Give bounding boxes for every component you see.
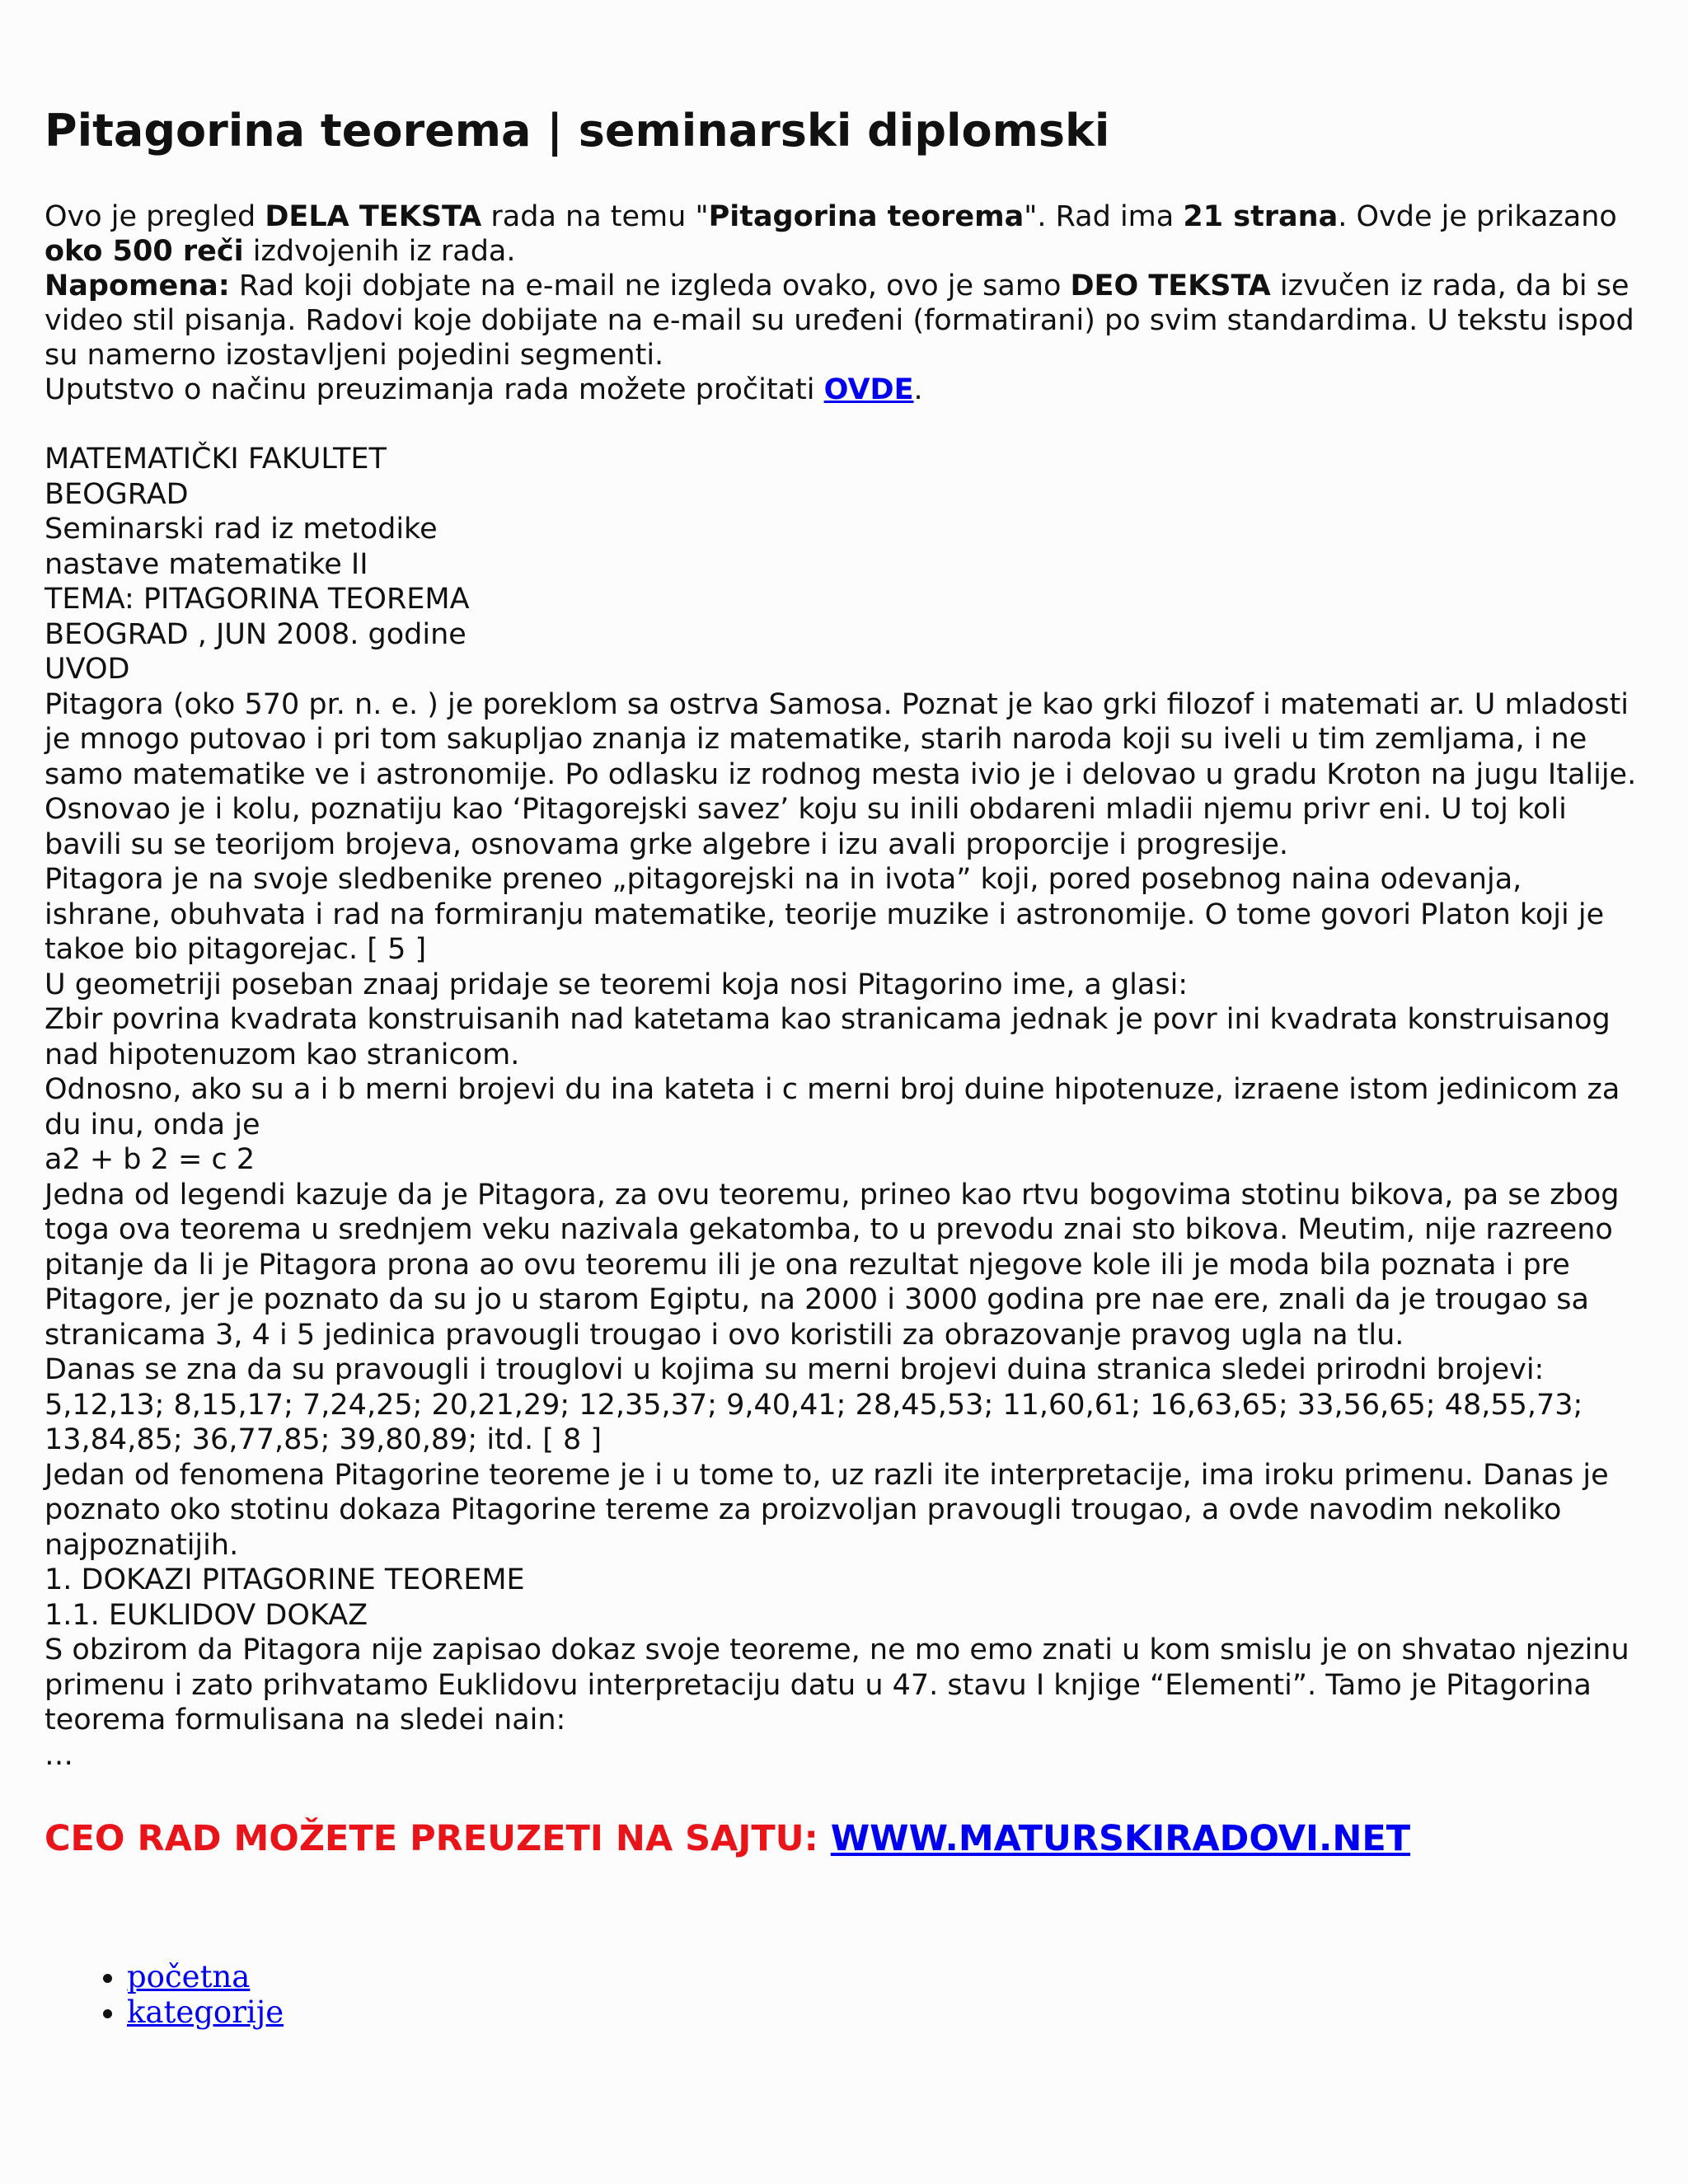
excerpt-paragraph: Pitagora je na svoje sledbenike preneo „pitagorejski na in ivota” koji, pored posebnog naina odevanja, ishrane, obuhvata i rad na formiranju matematike, teorije muzike i astronomije. O tome govori Platon koji je takoe bio pitagorejac. [ 5 ] [45, 863, 1605, 967]
instructions-end: . [913, 373, 923, 407]
note-label: Napomena: [45, 269, 230, 303]
nav-item-categories [127, 1994, 1645, 2030]
download-cta [45, 1814, 1645, 1863]
cta-site-link[interactable]: WWW.MATURSKIRADOVI.NET [830, 1818, 1411, 1860]
intro-text: izdvojenih iz rada. [243, 235, 516, 269]
excerpt-formula: a2 + b 2 = c 2 [45, 1143, 256, 1177]
excerpt-paragraph: U geometriji poseban znaaj pridaje se teoremi koja nosi Pitagorino ime, a glasi: [45, 968, 1189, 1001]
nav-link-categories[interactable]: kategorije [127, 1994, 284, 2031]
excerpt-line: Seminarski rad iz metodike [45, 513, 438, 546]
excerpt-paragraph: Jedna od legendi kazuje da je Pitagora, za ovu teoremu, prineo kao rtvu bogovima stotinu bikova, pa se zbog toga ova teorema u srednjem veku nazivala gekatomba, to u prevodu znai sto bikova. Meutim, nije razreeno pitanje da li je Pitagora prona ao ovu teoremu ili je ona rezultat njegove kole ili je moda bila poznata i pre Pitagore, jer je poznato da su jo u starom Egiptu, na 2000 i 3000 godina pre nae ere, znali da je trougao sa stranicama 3, 4 i 5 jedinica pravougli trougao i ovo koristili za obrazovanje pravog ugla na tlu. [45, 1178, 1620, 1352]
nav-link-home[interactable]: početna [127, 1959, 251, 1995]
intro-text: Ovo je pregled [45, 200, 265, 234]
intro-topic: Pitagorina teorema [708, 200, 1025, 234]
excerpt-line: BEOGRAD [45, 477, 189, 511]
excerpt-content [45, 442, 1645, 1773]
intro-word-count: oko 500 reči [45, 235, 244, 269]
note-text: izvučen iz rada, da bi se video stil pisanja. Radovi koje dobijate na e-mail su uređeni (formatirani) po svim standardima. U tekstu ispod su namerno izostavljeni pojedini segmenti. [45, 269, 1634, 373]
excerpt-line: TEMA: PITAGORINA TEOREMA [45, 583, 470, 616]
excerpt-paragraph: Danas se zna da su pravougli i trouglovi u kojima su merni brojevi duina stranica sledei prirodni brojevi: 5,12,13; 8,15,17; 7,24,25; 20,21,29; 12,35,37; 9,40,41; 28,45,53; 11,60,61; 16,63,65; 33,56,65; 48,55,73; 13,84,85; 36,77,85; 39,80,89; itd. [ 8 ] [45, 1353, 1583, 1457]
instructions-text: Uputstvo o načinu preuzimanja rada možete pročitati [45, 373, 824, 407]
excerpt-paragraph: Jedan od fenomena Pitagorine teoreme je i u tome to, uz razli ite interpretacije, ima iroku primenu. Danas je poznato oko stotinu dokaza Pitagorine tereme za proizvoljan pravougli trougao, a ovde navodim nekoliko najpoznatijih. [45, 1458, 1609, 1562]
intro-page-count: 21 strana [1183, 200, 1339, 234]
intro-emphasis: DELA TEKSTA [265, 200, 482, 234]
excerpt-paragraph: Zbir povrina kvadrata konstruisanih nad katetama kao stranicama jednak je povr ini kvadrata konstruisanog nad hipotenuzom kao stranicom. [45, 1003, 1611, 1071]
excerpt-heading: 1. DOKAZI PITAGORINE TEOREME [45, 1563, 525, 1597]
excerpt-paragraph: Pitagora (oko 570 pr. n. e. ) je poreklom sa ostrva Samosa. Poznat je kao grki filozof i matemati ar. U mladosti je mnogo putovao i pri tom sakupljao znanja iz matematike, starih naroda koji su iveli u tim zemljama, i ne samo matematike ve i astronomije. Po odlasku iz rodnog mesta ivio je i delovao u gradu Kroton na jugu Italije. Osnovao je i kolu, poznatiju kao ‘Pitagorejski savez’ koju su inili obdareni mladii njemu privr eni. U toj koli bavili su se teorijom brojeva, osnovama grke algebre i izu avali proporcije i progresije. [45, 687, 1637, 861]
page-title: Pitagorina teorema | seminarski diplomski [45, 105, 1110, 157]
excerpt-line: nastave matematike II [45, 547, 368, 581]
excerpt-heading: UVOD [45, 653, 130, 687]
intro-block [45, 199, 1645, 407]
excerpt-ellipsis: … [45, 1738, 73, 1772]
note-emphasis: DEO TEKSTA [1070, 269, 1271, 303]
excerpt-line: BEOGRAD , JUN 2008. godine [45, 617, 467, 651]
cta-text: CEO RAD MOŽETE PREUZETI NA SAJTU: [45, 1818, 831, 1860]
excerpt-heading: 1.1. EUKLIDOV DOKAZ [45, 1598, 368, 1632]
intro-text: . Ovde je prikazano [1338, 200, 1617, 234]
intro-text: ". Rad ima [1024, 200, 1184, 234]
nav-item-home [127, 1959, 1645, 1994]
excerpt-paragraph: S obzirom da Pitagora nije zapisao dokaz svoje teoreme, ne mo emo znati u kom smislu je on shvatao njezinu primenu i zato prihvatamo Euklidovu interpretaciju datu u 47. stavu I knjige “Elementi”. Tamo je Pitagorina teorema formulisana na sledei nain: [45, 1633, 1629, 1737]
footer-nav [45, 1959, 1645, 2030]
excerpt-paragraph: Odnosno, ako su a i b merni brojevi du ina kateta i c merni broj duine hipotenuze, izraene istom jedinicom za du inu, onda je [45, 1073, 1620, 1141]
instructions-link[interactable]: OVDE [823, 373, 914, 407]
note-text: Rad koji dobjate na e-mail ne izgleda ovako, ovo je samo [229, 269, 1071, 303]
intro-text: rada na temu " [481, 200, 709, 234]
excerpt-line: MATEMATIČKI FAKULTET [45, 443, 387, 476]
